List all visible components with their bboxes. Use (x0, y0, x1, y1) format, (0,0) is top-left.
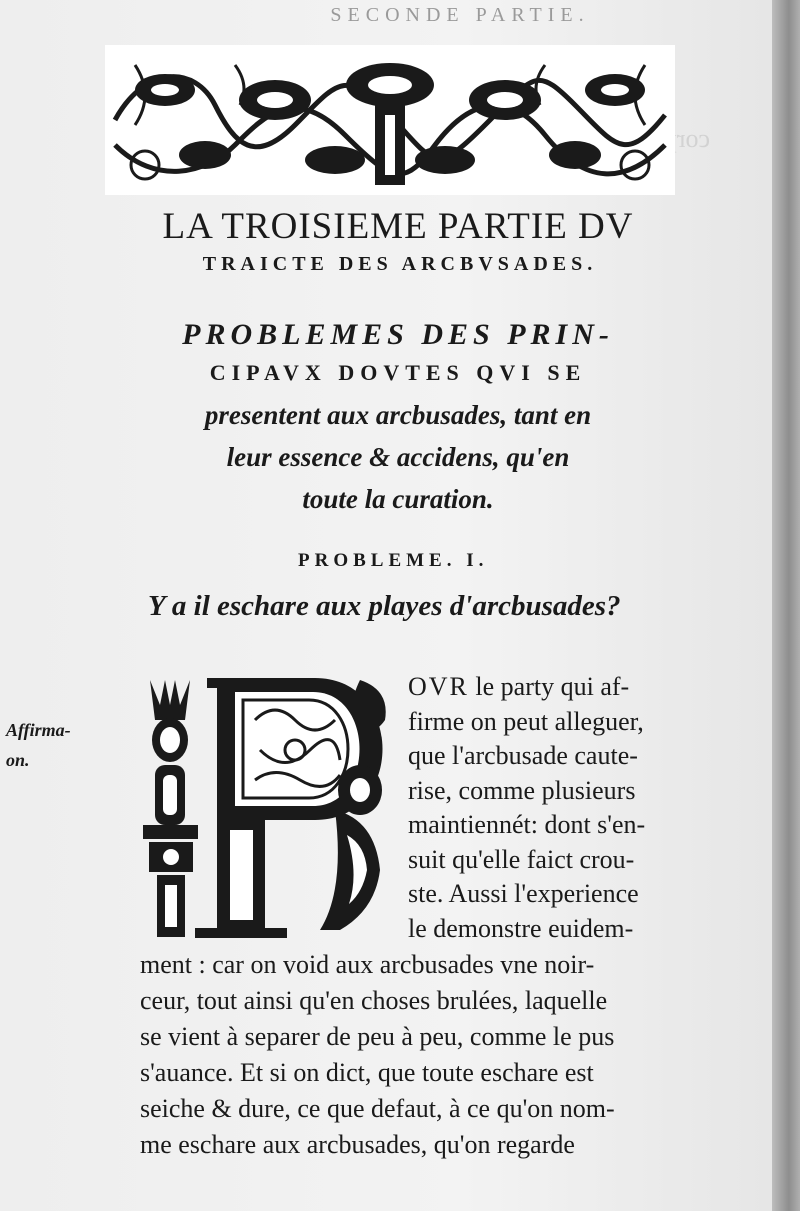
body-line: seiche & dure, ce que defaut, à ce qu'on nom- (140, 1094, 615, 1123)
body-line (408, 739, 688, 774)
part-title: LA TROISIEME PARTIE DV (162, 206, 634, 247)
treatise-title: TRAICTE DES ARCBVSADES. (202, 253, 598, 275)
subtitle-line-5: toute la curation. (302, 484, 494, 514)
ornamental-headpiece (105, 45, 675, 195)
probleme-question: Y a il eschare aux playes d'arcbusades? (148, 590, 621, 622)
margin-note (6, 715, 96, 775)
decorated-initial-p (135, 670, 410, 945)
page-edge (772, 0, 800, 1211)
body-line-text: que l'arcbusade caute- (408, 741, 638, 770)
margin-note-line-2: on. (6, 750, 30, 770)
body-line-text: le party qui af- (468, 672, 630, 701)
running-head: SECONDE PARTIE. (330, 4, 590, 26)
body-line-text: le demonstre euidem- (408, 913, 634, 943)
body-line-text: suit qu'elle faict crou- (408, 844, 635, 874)
section-subtitle (128, 318, 668, 526)
subtitle-line-1: PROBLEMES DES PRIN- (182, 318, 614, 351)
body-line (408, 808, 688, 843)
body-line (408, 912, 688, 947)
body-line-text: maintiennét: dont s'en- (408, 810, 646, 839)
body-line: ceur, tout ainsi qu'en choses brulées, laquelle (140, 986, 608, 1015)
body-line (408, 877, 688, 912)
subtitle-line-2: CIPAVX DOVTES QVI SE (209, 360, 587, 385)
body-text-beside-initial (408, 670, 688, 946)
body-line-text: rise, comme plusieurs (408, 775, 636, 805)
body-line (408, 670, 688, 705)
body-line-lead: OVR (408, 672, 469, 701)
body-line: se vient à separer de peu à peu, comme le pus (140, 1022, 615, 1051)
subtitle-line-3: presentent aux arcbusades, tant en (204, 400, 592, 430)
body-line (408, 843, 688, 878)
body-line: s'auance. Et si on dict, que toute eschare est (140, 1058, 594, 1087)
probleme-heading: PROBLEME. I. (298, 550, 489, 571)
body-text (140, 947, 690, 1163)
body-line-text: ste. Aussi l'experience (408, 879, 639, 908)
subtitle-line-4: leur essence & accidens, qu'en (226, 442, 570, 472)
body-line: ment : car on void aux arcbusades vne noir- (140, 950, 595, 979)
body-line: me eschare aux arcbusades, qu'on regarde (140, 1130, 575, 1159)
body-line-text: firme on peut alleguer, (408, 706, 644, 736)
body-line (408, 705, 688, 740)
body-line (408, 774, 688, 809)
margin-note-line-1: Affirma- (6, 720, 71, 740)
